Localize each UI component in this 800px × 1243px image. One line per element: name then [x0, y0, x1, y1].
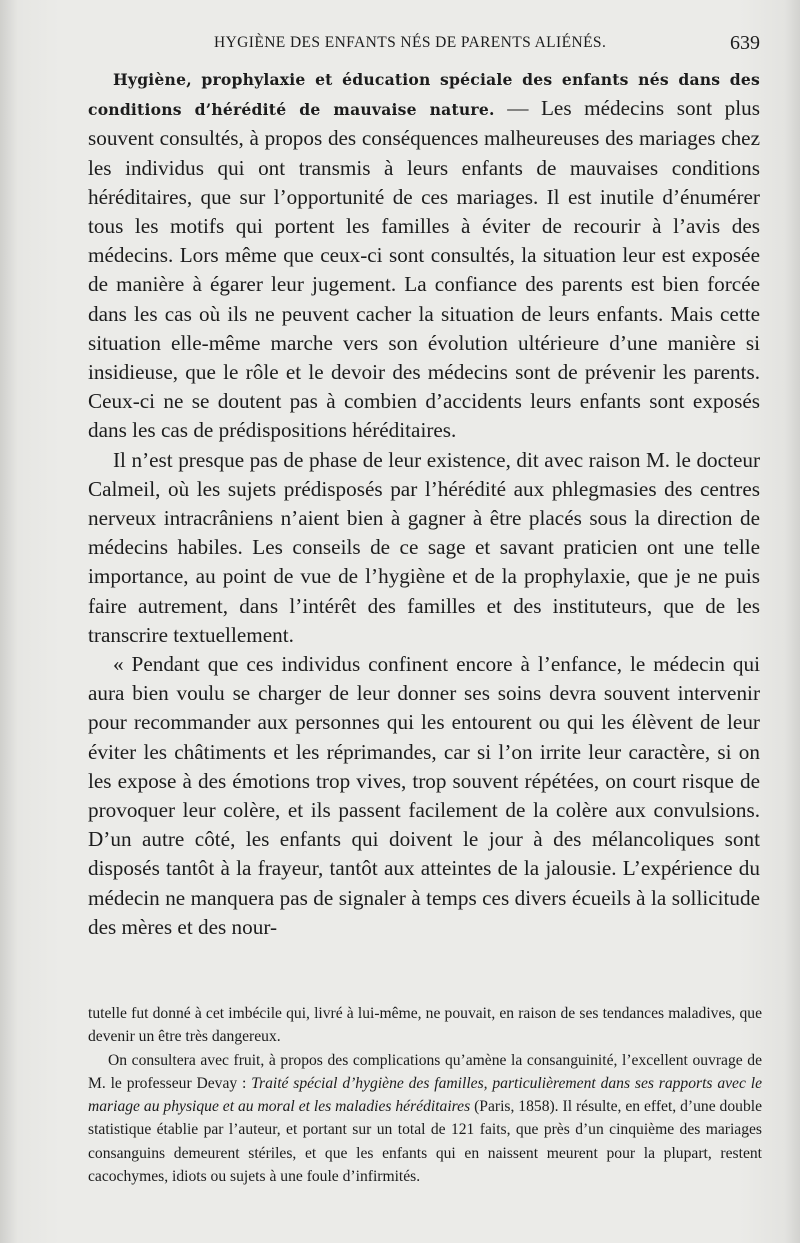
paragraph-2: Il n’est presque pas de phase de leur existence, dit avec raison M. le docteur Calmeil, où les sujets prédisposés par l’hérédité aux phlegmasies des centres nerveux intracrâniens n’aient bien à gagner à être placés sous la direction de médecins habiles. Les conseils de ce sage et savant praticien ont une telle importance, au point de vue de l’hygiène et de la prophylaxie, que je ne puis faire autrement, dans l’intérêt des familles et des instituteurs, que de les transcrire textuellement. — [88, 447, 760, 647]
running-head: HYGIÈNE DES ENFANTS NÉS DE PARENTS ALIÉNÉS. — [214, 34, 607, 51]
footnote-2 — [88, 1049, 762, 1189]
footnote-2-part-b: (Paris, 1858). Il résulte, en effet, d’une double statistique établie par l’auteur, et portant sur un total de 121 faits, que près d’un cinquième des mariages consanguins demeurent stériles, et que les enfants qui en naissent meurent pour la plupart, restent cacochymes, idiots ou sujets à une foule d’infirmités. — [88, 1098, 762, 1186]
paragraph-1 — [88, 64, 760, 446]
page-number: 639 — [730, 32, 760, 54]
section-heading: Hygiène, prophylaxie et éducation spéciale des enfants nés dans des conditions d’hérédité de mauvaise nature. — [88, 70, 760, 120]
footnote-1: tutelle fut donné à cet imbécile qui, livré à lui-même, ne pouvait, en raison de ses tendances maladives, que devenir un être très dangereux. — [88, 1005, 762, 1046]
footnote-2-book-title: Traité spécial d’hygiène des familles, particulièrement dans ses rapports avec le mariage au physique et au moral et les maladies héréditaires — [88, 1074, 762, 1116]
paragraph-3: « Pendant que ces individus confinent encore à l’enfance, le médecin qui aura bien voulu se charger de leur donner ses soins devra souvent intervenir pour recommander aux personnes qui les entourent ou qui les élèvent de leur éviter les châtiments et les réprimandes, car si l’on irrite leur caractère, si on les expose à des émotions trop vives, trop souvent répétées, on court risque de provoquer leur colère, et ils passent facilement de la colère aux convulsions. D’un autre côté, les enfants qui doivent le jour à des mélancoliques sont disposés tantôt à la frayeur, tantôt aux atteintes de la jalousie. L’expérience du médecin ne manquera pas de signaler à temps ces divers écueils à la sollicitude des mères et des nour- — [88, 652, 760, 939]
paragraph-1-text: — Les médecins sont plus souvent consultés, à propos des conséquences malheureuses des mariages chez les individus qui ont transmis à leurs enfants de mauvaises conditions héréditaires, que sur l’opportunité de ces mariages. Il est inutile d’énumérer tous les motifs qui portent les familles à éviter de recourir à l’avis des médecins. Lors même que ceux-ci sont consultés, la situation leur est exposée de manière à égarer leur jugement. La confiance des parents est bien forcée dans les cas où ils ne peuvent cacher la situation de leurs enfants. Mais cette situation elle-même marche vers son évolution ultérieure d’une manière si insidieuse, que le rôle et le devoir des médecins sont de prévenir les parents. Ceux-ci ne se doutent pas à combien d’accidents leurs enfants sont exposés dans les cas de prédispositions héréditaires. — [88, 96, 760, 443]
main-text — [88, 64, 760, 942]
footnote-2-part-a: On consultera avec fruit, à propos des complications qu’amène la consanguinité, l’excellent ouvrage de M. le professeur Devay : — [88, 1051, 762, 1092]
page-header — [88, 30, 760, 58]
footnotes — [88, 1002, 762, 1188]
